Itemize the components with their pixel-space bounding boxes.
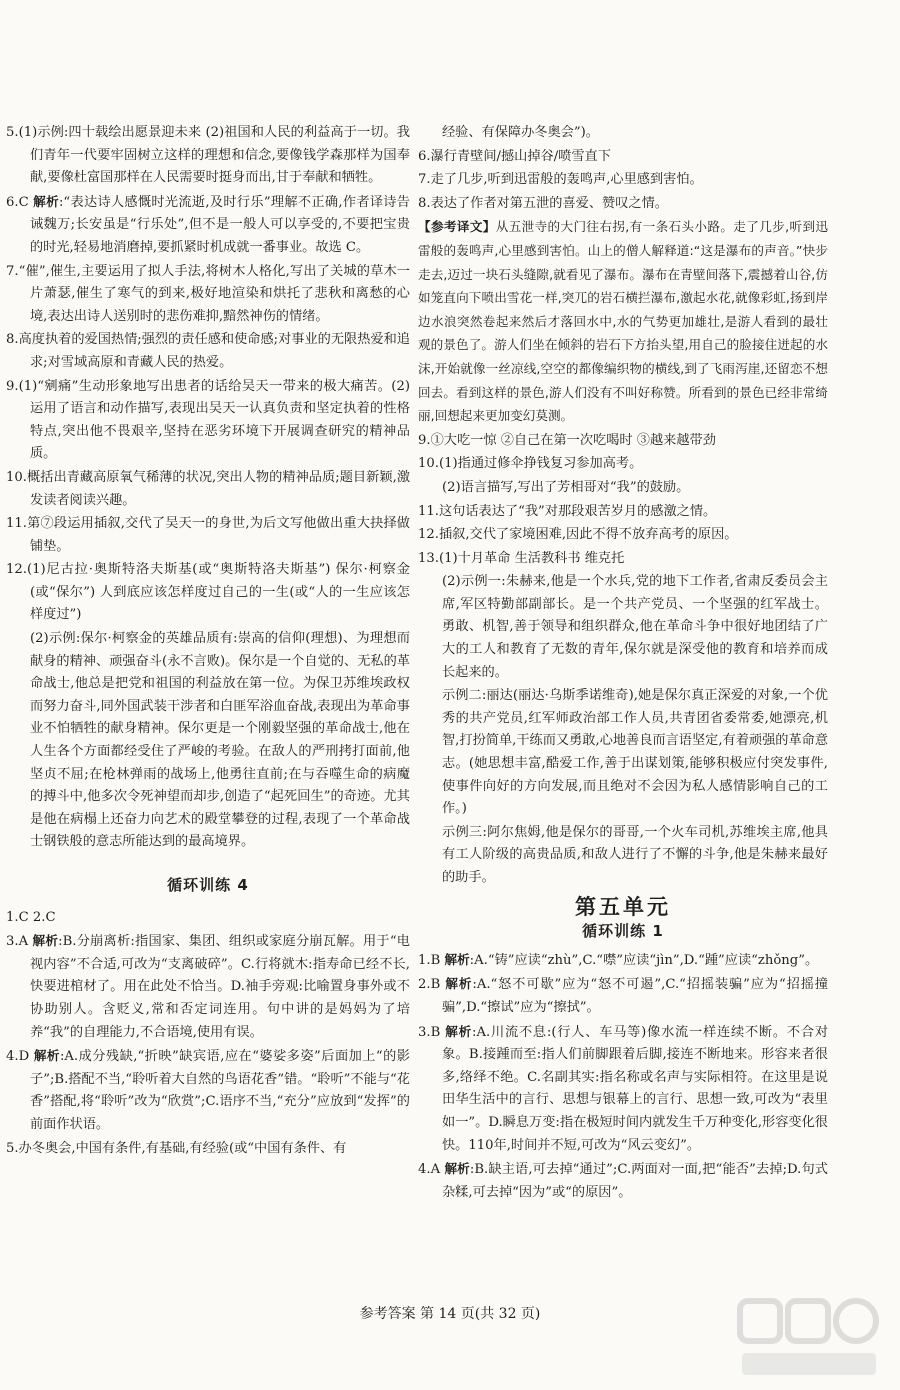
- answer-item: 12.(1)尼古拉·奥斯特洛夫斯基(或“奥斯特洛夫斯基”) 保尔·柯察金(或“保尔”) 人到底应该怎样度过自己的一生(或“人的一生应该怎样度过”): [6, 562, 410, 623]
- answer-item: 5.(1)示例:四十载绘出愿景迎未来 (2)祖国和人民的利益高于一切。我们青年一代要牢固树立这样的理想和信念,要像钱学森那样为国奉献,要像杜富国那样在人民需要时挺身而出,甘于奉献和牺牲。: [6, 125, 410, 186]
- answer-item: 7.“催”,催生,主要运用了拟人手法,将树木人格化,写出了关城的草木一片萧瑟,催生了寒气的到来,极好地渲染和烘托了悲秋和离愁的心境,表达出诗人送别时的悲伤难抑,黯然神伤的情绪。: [6, 263, 410, 324]
- analysis-label: 解析: [33, 193, 59, 209]
- page-footer: 参考答案 第 14 页(共 32 页): [359, 1306, 541, 1322]
- answer-subpart: (2)示例:保尔·柯察金的英雄品质有:崇高的信仰(理想)、为理想而献身的精神、顽强奋斗(永不言败)。保尔是一个自觉的、无私的革命战士,他总是把党和祖国的利益放在第一位。为保卫苏维埃政权而努力奋斗,同外国武装干涉者和白匪军浴血奋战,表现出为革命事业不怕牺牲的献身精神。保尔更是一个刚毅坚强的革命战士,他在人生各个方面都经受住了严峻的考验。在敌人的严刑拷打面前,他坚贞不屈;在枪林弹雨的战场上,他勇往直前;在与吞噬生命的病魔的搏斗中,他多次令死神望而却步,创造了“起死回生”的奇迹。尤其是他在病榻上还奋力向艺术的殿堂攀登的过程,表现了一个革命战士钢铁般的意志所能达到的最高境界。: [30, 631, 410, 850]
- continued-text: 经验、有保障办冬奥会”)。: [442, 125, 599, 140]
- answer-item: 10.概括出青藏高原氧气稀薄的状况,突出人物的精神品质;题目新颖,激发读者阅读兴趣。: [6, 469, 410, 508]
- answer-item: 11.第⑦段运用插叙,交代了吴天一的身世,为后文写他做出重大抉择做铺垫。: [6, 516, 410, 554]
- answer-item: 7.走了几步,听到迅雷般的轰鸣声,心里感到害怕。: [418, 172, 703, 188]
- unit-title: 第五单元: [575, 894, 671, 919]
- analysis-label: 解析: [444, 1161, 470, 1177]
- answer-item: 13.(1)十月革命 生活教科书 维克托: [418, 550, 625, 566]
- answer-item: 12.插叙,交代了家境困难,因此不得不放弃高考的原因。: [418, 527, 738, 543]
- right-column: [418, 122, 828, 1205]
- section-title: 循环训练 1: [582, 922, 664, 941]
- reference-translation: 【参考译文】从五泄寺的大门往右拐,有一条石头小路。走了几步,听到迅雷般的轰鸣声,心里感到害怕。山上的僧人解释道:“这是瀑布的声音。”快步走去,迈过一块石头缝隙,就看见了瀑布。瀑布在青壁间落下,震撼着山谷,仿如笼直向下喷出雪花一样,突兀的岩石横拦瀑布,激起水花,就像彩虹,扬到岸边水浪突然卷起来然后才落回水中,水的气势更加雄壮,是游人看到的最壮观的景色了。游人们坐在倾斜的岩石下方抬头望,用自己的脸接住迸起的水沫,开始就像一丝凉线,空空的都像编织物的横线,到了飞雨泻崖,还留恋不想回去。看到这样的景色,游人们没有不叫好称赞。所看到的景色已经非常绮丽,回想起来更加变幻莫测。: [418, 219, 828, 424]
- analysis-label: 解析: [445, 1023, 473, 1039]
- answer-item: 6.C 解析:“表达诗人感慨时光流逝,及时行乐”理解不正确,作者译诗告诫魏万;长安虽是“行乐处”,但不是一般人可以享受的,不要把宝贵的时光,轻易地消磨掉,要抓紧时机成就一番事业。故选 C。: [6, 193, 410, 255]
- answer-item: 8.表达了作者对第五泄的喜爱、赞叹之情。: [418, 195, 668, 211]
- answer-item: 3.B 解析:A.川流不息:(行人、车马等)像水流一样连续不断。不合对象。B.接踵而至:指人们前脚跟着后脚,接连不断地来。形容来者很多,络绎不绝。C.名副其实:指名称或名声与实际相符。在这里是说田华生活中的言行、思想与银幕上的言行、思想一致,可改为“表里如一”。D.瞬息万变:指在极短时间内就发生千万种变化,形容变化很快。110年,时间并不短,可改为“风云变幻”。: [418, 1023, 829, 1153]
- answer-item: 9.①大吃一惊 ②自己在第一次吃喝时 ③越来越带劲: [418, 432, 716, 448]
- answer-subpart: (2)语言描写,写出了芳相哥对“我”的鼓励。: [442, 479, 690, 495]
- analysis-label: 解析: [33, 1048, 60, 1064]
- answer-item: 1.C 2.C: [6, 909, 56, 925]
- answer-item: 9.(1)“剜痛”生动形象地写出患者的话给吴天一带来的极大痛苦。(2)运用了语言和动作描写,表现出吴天一认真负责和坚定执着的性格特点,突出他不畏艰辛,坚持在恶劣环境下开展调查研究的精神品质。: [6, 378, 410, 462]
- answer-subpart: 示例三:阿尔焦姆,他是保尔的哥哥,一个火车司机,苏维埃主席,他具有工人阶级的高贵品质,和敌人进行了不懈的斗争,他是朱赫来最好的助手。: [442, 824, 828, 885]
- answer-item: 3.A 解析:B.分崩离析:指国家、集团、组织或家庭分崩瓦解。用于“电视内容”不合适,可改为“支离破碎”。C.行将就木:指寿命已经不长,快要进棺材了。用在此处不恰当。D.袖手旁观:比喻置身事外或不协助别人。含贬义,常和否定词连用。句中讲的是妈妈为了培养“我”的自理能力,不合语境,使用有误。: [6, 933, 410, 1040]
- answer-item: 5.办冬奥会,中国有条件,有基础,有经验(或“中国有条件、有: [6, 1140, 347, 1156]
- translation-label: 【参考译文】: [418, 219, 496, 235]
- analysis-label: 解析: [445, 976, 473, 992]
- answer-item: 4.D 解析:A.成分残缺,“折映”缺宾语,应在“婆娑多姿”后面加上“的影子”;B.搭配不当,“聆听着大自然的鸟语花香”错。“聆听”不能与“花香”搭配,将“聆听”改为“欣赏”;C.语序不当,“充分”应放到“发挥”的前面作状语。: [6, 1048, 410, 1132]
- answer-item: 2.B 解析:A.“怒不可歇”应为“怒不可遏”,C.“招摇装骗”应为“招摇撞骗”,D.“擦试”应为“擦拭”。: [418, 976, 828, 1015]
- analysis-label: 解析: [444, 951, 470, 967]
- left-column: [6, 122, 410, 1161]
- answer-item: 10.(1)指通过修伞挣钱复习参加高考。: [418, 456, 643, 472]
- answer-subpart: 示例二:丽达(丽达·乌斯季诺维奇),她是保尔真正深爱的对象,一个优秀的共产党员,红军师政治部工作人员,共青团省委常委,她漂亮,机智,打扮简单,干练而又勇敢,心地善良而言语坚定,有着顽强的革命意志。(她思想丰富,酷爱工作,善于出谋划策,能够积极应付突发事件,使事件向好的方向发展,而且绝对不会因为私人感情影响自己的工作。): [442, 688, 829, 817]
- answer-subpart: (2)示例一:朱赫来,他是一个水兵,党的地下工作者,省肃反委员会主席,军区特勤部副部长。是一个共产党员、一个坚强的红军战士。勇敢、机智,善于领导和组织群众,他在革命斗争中很好地团结了广大的工人和教育了无数的青年,保尔就是深受他的教育和培养而成长起来的。: [442, 574, 828, 680]
- answer-item: 4.A 解析:B.缺主语,可去掉“通过”;C.两面对一面,把“能否”去掉;D.句式杂糅,可去掉“因为”或“的原因”。: [418, 1161, 828, 1200]
- answer-item: 11.这句话表达了“我”对那段艰苦岁月的感激之情。: [418, 503, 717, 519]
- answer-item: 8.高度执着的爱国热情;强烈的责任感和使命感;对事业的无限热爱和追求;对雪域高原和青藏人民的热爱。: [6, 332, 410, 370]
- watermark-logo-icon: [734, 1295, 884, 1383]
- answer-item: 1.B 解析:A.“铸”应读“zhù”,C.“噤”应读“jìn”,D.“踵”应读“zhǒng”。: [418, 951, 819, 968]
- analysis-label: 解析: [32, 933, 59, 949]
- section-title: 循环训练 4: [167, 876, 249, 894]
- answer-item: 6.瀑行青壁间/撼山掉谷/喷雪直下: [418, 148, 611, 164]
